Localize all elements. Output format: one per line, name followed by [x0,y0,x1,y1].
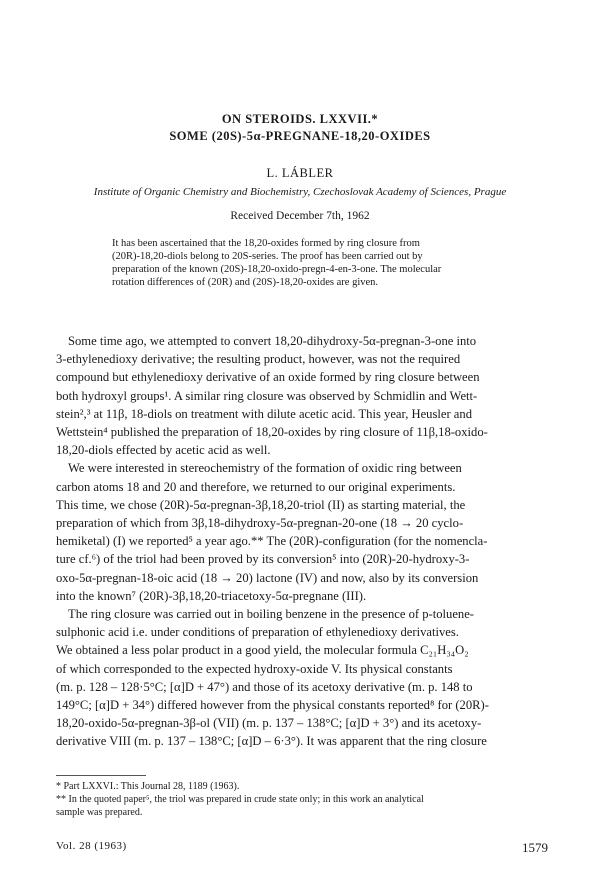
article-title: SOME (20S)-5α-PREGNANE-18,20-OXIDES [169,129,431,143]
abstract-line: It has been ascertained that the 18,20-oxides formed by ring closure from [112,238,420,249]
footnote: sample was prepared. [56,807,143,818]
footnote: * Part LXXVI.: This Journal 28, 1189 (1963). [56,781,240,792]
journal-volume: Vol. 28 (1963) [56,840,127,852]
body-line: oxo-5α-pregnan-18-oic acid (18 → 20) lactone (IV) and now, also by its conversion [56,570,479,585]
body-line: (m. p. 128 – 128·5°C; [α]D + 47°) and those of its acetoxy derivative (m. p. 148 to [56,679,473,694]
body-line: both hydroxyl groups¹. A similar ring closure was observed by Schmidlin and Wett- [56,388,478,403]
body-line: derivative VIII (m. p. 137 – 138°C; [α]D – 6·3°). It was apparent that the ring closure [56,734,487,749]
abstract [112,237,494,289]
footnote: ** In the quoted paper⁵, the triol was prepared in crude state only; in this work an analytical [56,794,424,805]
body-line: The ring closure was carried out in boiling benzene in the presence of p-toluene- [68,607,474,622]
body-text [56,332,546,751]
body-line: into the known⁷ (20R)-3β,18,20-triacetoxy-5α-pregnane (III). [56,588,367,603]
received-date: Received December 7th, 1962 [230,210,370,222]
body-line: compound but ethylenedioxy derivative of an oxide formed by ring closure between [56,370,480,385]
footnotes [56,780,556,819]
affiliation: Institute of Organic Chemistry and Biochemistry, Czechoslovak Academy of Sciences, Prague [93,186,507,198]
body-line: carbon atoms 18 and 20 and therefore, we returned to our original experiments. [56,479,456,494]
body-line: of which corresponded to the expected hydroxy-oxide V. Its physical constants [56,661,453,676]
body-line: Wettstein⁴ published the preparation of 18,20-oxides by ring closure of 11β,18-oxido- [56,425,488,440]
author: L. LÁBLER [266,166,334,180]
body-line: 149°C; [α]D + 34°) differed however from the physical constants reported⁸ for (20R)- [56,698,489,713]
body-line: 3-ethylenedioxy derivative; the resulting product, however, was not the required [56,352,461,367]
body-line: preparation of which from 3β,18-dihydroxy-5α-pregnan-20-one (18 → 20 cyclo- [56,516,464,531]
body-line: We obtained a less polar product in a good yield, the molecular formula C₂₁H₃₄O₂ [56,643,469,658]
body-line: ture cf.⁶) of the triol had been proved by its conversion⁵ into (20R)-20-hydroxy-3- [56,552,470,567]
abstract-line: rotation differences of (20R) and (20S)-18,20-oxides are given. [112,277,379,288]
body-line: Some time ago, we attempted to convert 18,20-dihydroxy-5α-pregnan-3-one into [68,334,477,348]
body-line: stein²,³ at 11β, 18-diols on treatment with dilute acetic acid. This year, Heusler and [56,406,472,421]
body-line: 18,20-diols effected by acetic acid as well. [56,443,271,458]
body-line: sulphonic acid i.e. under conditions of preparation of ethylenedioxy derivatives. [56,625,459,640]
footnote-divider [56,775,146,776]
abstract-line: preparation of the known (20S)-18,20-oxido-pregn-4-en-3-one. The molecular [112,264,442,275]
article-title-series: ON STEROIDS. LXXVII.* [221,112,379,126]
body-line: hemiketal) (I) we reported⁵ a year ago.** The (20R)-configuration (for the nomencla- [56,534,488,549]
body-line: 18,20-oxido-5α-pregnan-3β-ol (VII) (m. p. 137 – 138°C; [α]D + 3°) and its acetoxy- [56,716,482,731]
page-number: 1579 [522,840,548,855]
body-line: We were interested in stereochemistry of the formation of oxidic ring between [68,461,462,476]
body-line: This time, we chose (20R)-5α-pregnan-3β,18,20-triol (II) as starting material, the [56,497,466,512]
abstract-line: (20R)-18,20-diols belong to 20S-series. The proof has been carried out by [112,251,423,262]
